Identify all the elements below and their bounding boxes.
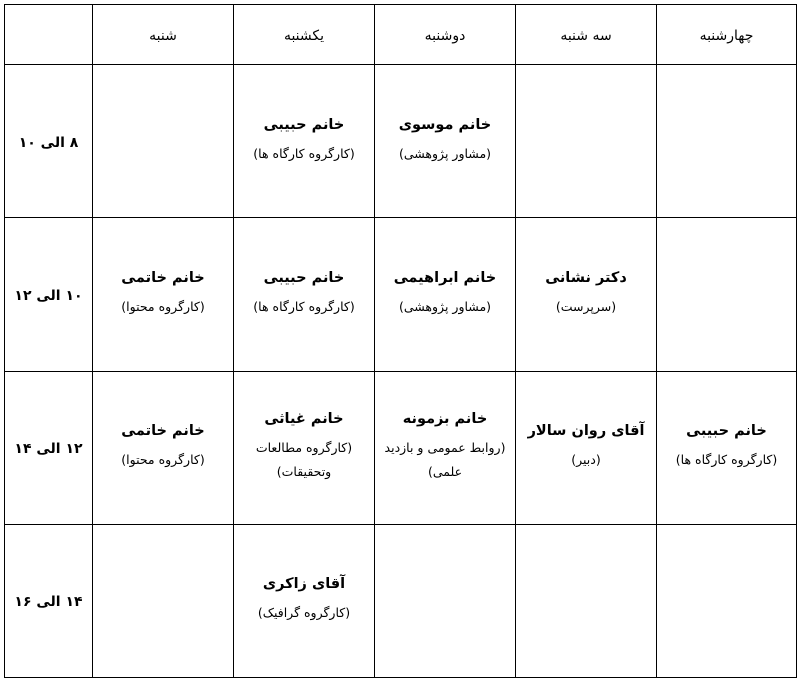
corner-cell [5, 5, 93, 65]
person-role: (کارگروه محتوا) [121, 298, 205, 314]
person-name: خانم بزمونه [402, 411, 488, 428]
person-name: خانم خاتمی [121, 269, 205, 286]
day-header-monday [375, 5, 516, 65]
schedule-cell [657, 524, 797, 677]
person-name: آقای روان سالار [527, 423, 645, 440]
schedule-cell [375, 65, 516, 218]
day-header-tuesday [516, 5, 657, 65]
time-cell [5, 371, 93, 524]
person-role: (کارگروه مطالعات وتحقیقات) [255, 440, 353, 480]
schedule-cell [234, 371, 375, 524]
person-name: خانم حبیبی [263, 116, 345, 133]
schedule-cell [93, 218, 234, 371]
time-cell [5, 65, 93, 218]
schedule-cell [657, 371, 797, 524]
day-label: دوشنبه [424, 28, 466, 45]
person-name: خانم خاتمی [121, 423, 205, 440]
person-role: (کارگروه محتوا) [121, 452, 205, 468]
schedule-cell [93, 371, 234, 524]
schedule-cell [375, 218, 516, 371]
time-slot-row [5, 371, 797, 524]
person-role: (سرپرست) [555, 298, 617, 314]
schedule-cell [516, 65, 657, 218]
time-slot-row [5, 218, 797, 371]
person-role: (دبیر) [571, 452, 601, 468]
schedule-cell [516, 371, 657, 524]
schedule-cell [657, 218, 797, 371]
person-role: (روابط عمومی و بازدید علمی) [384, 440, 506, 480]
schedule-cell [375, 371, 516, 524]
person-name: خانم ابراهیمی [393, 269, 497, 286]
schedule-cell [657, 65, 797, 218]
day-label: یکشنبه [283, 28, 325, 45]
person-name: خانم غیاثی [264, 411, 344, 428]
person-role: (کارگروه کارگاه ها) [675, 452, 778, 468]
day-header-wednesday [657, 5, 797, 65]
time-cell [5, 218, 93, 371]
person-role: (کارگروه کارگاه ها) [253, 298, 355, 314]
person-role: (کارگروه گرافیک) [257, 605, 351, 621]
schedule-cell [234, 218, 375, 371]
header-row [5, 5, 797, 65]
person-role: (مشاور پژوهشی) [398, 298, 492, 314]
day-label: سه شنبه [560, 28, 612, 45]
person-role: (کارگروه کارگاه ها) [253, 145, 355, 161]
schedule-cell [516, 524, 657, 677]
person-name: دکتر نشانی [545, 269, 627, 286]
schedule-cell [516, 218, 657, 371]
time-label: ۱۲ الی ۱۴ [14, 441, 83, 458]
day-label: چهارشنبه [699, 28, 754, 45]
weekly-schedule-table [4, 4, 797, 678]
time-slot-row [5, 524, 797, 677]
time-label: ۱۰ الی ۱۲ [14, 287, 83, 304]
day-label: شنبه [149, 28, 177, 45]
time-slot-row [5, 65, 797, 218]
schedule-cell [93, 65, 234, 218]
day-header-saturday [93, 5, 234, 65]
day-header-sunday [234, 5, 375, 65]
schedule-cell [234, 524, 375, 677]
schedule-cell [375, 524, 516, 677]
person-role: (مشاور پژوهشی) [398, 145, 492, 161]
schedule-cell [93, 524, 234, 677]
schedule-cell [234, 65, 375, 218]
person-name: خانم حبیبی [686, 423, 767, 440]
time-cell [5, 524, 93, 677]
person-name: خانم موسوی [398, 116, 492, 133]
person-name: خانم حبیبی [263, 269, 345, 286]
person-name: آقای زاکری [262, 576, 346, 593]
time-label: ۸ الی ۱۰ [18, 134, 79, 151]
time-label: ۱۴ الی ۱۶ [14, 594, 83, 611]
